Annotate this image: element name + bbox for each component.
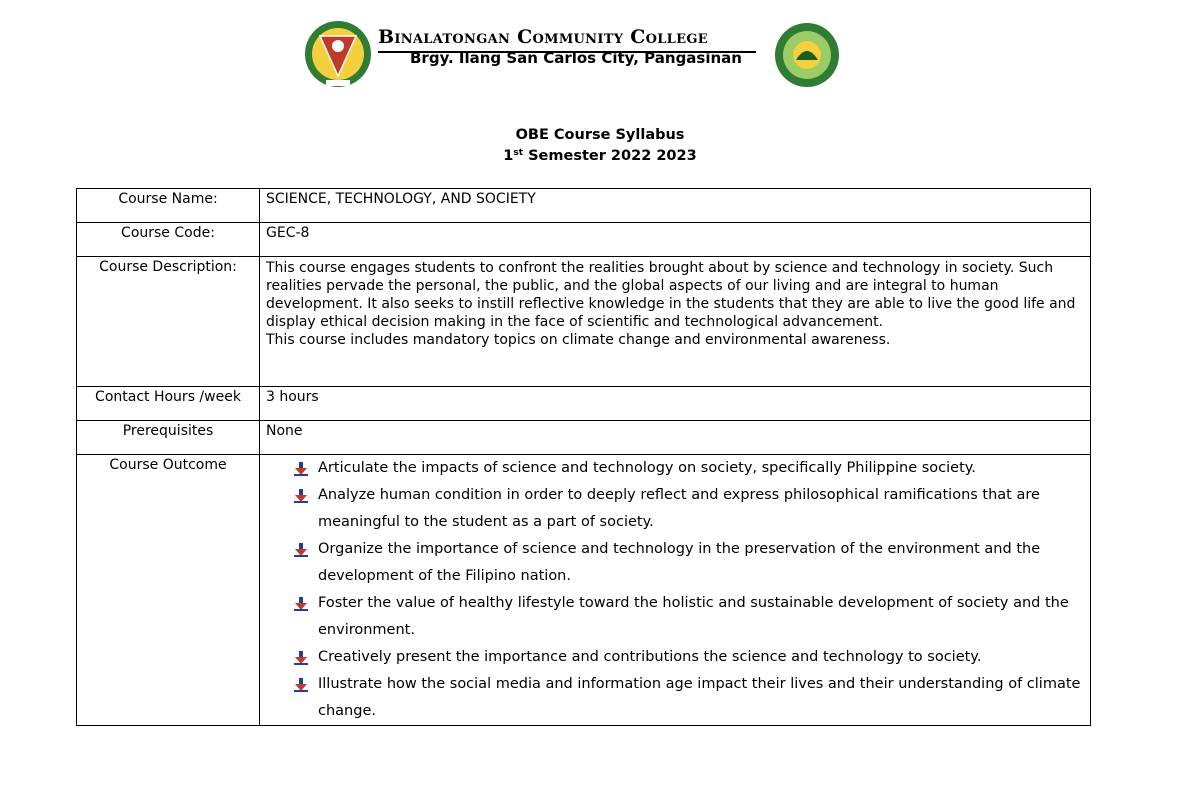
list-item — [294, 455, 1084, 482]
down-arrow-icon — [294, 678, 308, 692]
course-name-value: SCIENCE, TECHNOLOGY, AND SOCIETY — [260, 189, 1091, 223]
table-row — [77, 421, 1091, 455]
table-row — [77, 455, 1091, 726]
title-line-2 — [0, 144, 1200, 165]
list-item — [294, 644, 1084, 671]
course-name-label: Course Name: — [77, 189, 260, 223]
city-seal-icon — [774, 20, 840, 90]
table-row — [77, 189, 1091, 223]
syllabus-table — [76, 188, 1091, 726]
semester-number: 1 — [503, 148, 514, 164]
prerequisites-label: Prerequisites — [77, 421, 260, 455]
semester-suffix: st — [513, 148, 524, 158]
description-paragraph: This course engages students to confront the realities brought about by science and technology in society. Such realities pervade the personal, the public, and the global aspects of our living and are integral to human development. It also seeks to instill reflective knowledge in the students that they are able to live the good life and display ethical decision making in the face of scientific and technological advancement. — [266, 260, 1076, 330]
down-arrow-icon — [294, 651, 308, 665]
letterhead — [300, 16, 860, 96]
list-item — [294, 590, 1084, 644]
down-arrow-icon — [294, 489, 308, 503]
title-line-1: OBE Course Syllabus — [515, 127, 685, 143]
course-description-label: Course Description: — [77, 257, 260, 387]
college-name: Binalatongan Community College — [378, 26, 708, 48]
course-outcome-label: Course Outcome — [77, 455, 260, 726]
list-item — [294, 536, 1084, 590]
course-description-value — [260, 257, 1091, 387]
description-paragraph: This course includes mandatory topics on climate change and environmental awareness. — [266, 332, 891, 348]
list-item — [294, 482, 1084, 536]
course-code-label: Course Code: — [77, 223, 260, 257]
outcome-text: Organize the importance of science and technology in the preservation of the environment and the development of the Filipino nation. — [318, 541, 1041, 584]
contact-hours-label: Contact Hours /week — [77, 387, 260, 421]
down-arrow-icon — [294, 462, 308, 476]
outcome-text: Creatively present the importance and contributions the science and technology to society. — [318, 649, 982, 665]
course-outcome-value — [260, 455, 1091, 726]
table-row — [77, 257, 1091, 387]
outcome-text: Illustrate how the social media and information age impact their lives and their understanding of climate change. — [318, 676, 1081, 719]
college-address: Brgy. Ilang San Carlos City, Pangasinan — [410, 49, 742, 67]
outcome-text: Articulate the impacts of science and technology on society, specifically Philippine society. — [318, 460, 976, 476]
down-arrow-icon — [294, 543, 308, 557]
college-seal-icon — [304, 18, 372, 92]
outcome-list — [266, 455, 1084, 725]
down-arrow-icon — [294, 597, 308, 611]
semester-text: Semester 2022 2023 — [523, 148, 697, 164]
course-code-value: GEC-8 — [260, 223, 1091, 257]
table-row — [77, 387, 1091, 421]
outcome-text: Foster the value of healthy lifestyle toward the holistic and sustainable development of society and the environment. — [318, 595, 1069, 638]
document-title — [0, 126, 1200, 165]
prerequisites-value: None — [260, 421, 1091, 455]
list-item — [294, 671, 1084, 725]
contact-hours-value: 3 hours — [260, 387, 1091, 421]
outcome-text: Analyze human condition in order to deeply reflect and express philosophical ramifications that are meaningful to the student as a part of society. — [318, 487, 1040, 530]
table-row — [77, 223, 1091, 257]
